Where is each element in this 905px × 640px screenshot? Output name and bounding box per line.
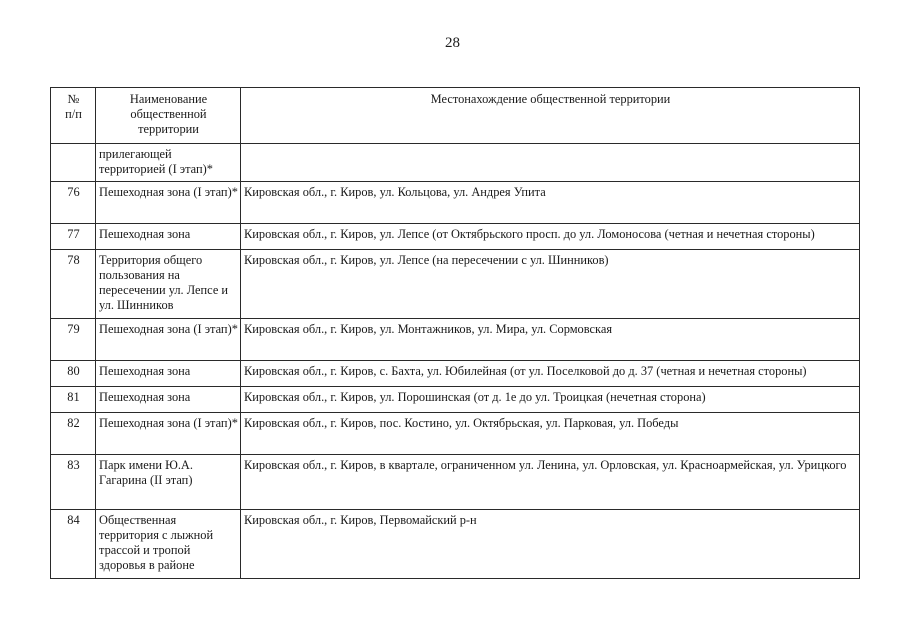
row-number: 81 bbox=[51, 387, 96, 413]
row-number: 78 bbox=[51, 250, 96, 319]
row-location: Кировская обл., г. Киров, ул. Лепсе (на пересечении с ул. Шинников) bbox=[241, 250, 860, 319]
table-row bbox=[51, 361, 860, 387]
row-number: 82 bbox=[51, 413, 96, 455]
row-name: Пешеходная зона (I этап)* bbox=[96, 319, 241, 361]
row-location bbox=[241, 144, 860, 182]
row-name: Пешеходная зона (I этап)* bbox=[96, 413, 241, 455]
row-name: Пешеходная зона bbox=[96, 361, 241, 387]
row-number: 79 bbox=[51, 319, 96, 361]
row-number: 84 bbox=[51, 510, 96, 579]
table-row bbox=[51, 510, 860, 579]
row-number: 80 bbox=[51, 361, 96, 387]
header-number-abbr: п/п bbox=[65, 107, 82, 121]
row-name: прилегающей территорией (I этап)* bbox=[96, 144, 241, 182]
header-number bbox=[51, 88, 96, 144]
row-location: Кировская обл., г. Киров, ул. Лепсе (от Октябрьского просп. до ул. Ломоносова (четная и нечетная стороны) bbox=[241, 224, 860, 250]
table-header-row bbox=[51, 88, 860, 144]
row-number bbox=[51, 144, 96, 182]
row-number: 77 bbox=[51, 224, 96, 250]
table-row bbox=[51, 319, 860, 361]
row-name: Парк имени Ю.А. Гагарина (II этап) bbox=[96, 455, 241, 510]
public-territories-table bbox=[50, 87, 860, 579]
row-location: Кировская обл., г. Киров, в квартале, ограниченном ул. Ленина, ул. Орловская, ул. Красноармейская, ул. Урицкого bbox=[241, 455, 860, 510]
row-location: Кировская обл., г. Киров, пос. Костино, ул. Октябрьская, ул. Парковая, ул. Победы bbox=[241, 413, 860, 455]
row-name: Территория общего пользования на пересечении ул. Лепсе и ул. Шинников bbox=[96, 250, 241, 319]
row-location: Кировская обл., г. Киров, ул. Порошинская (от д. 1е до ул. Троицкая (нечетная сторона) bbox=[241, 387, 860, 413]
page-number: 28 bbox=[445, 35, 460, 51]
row-location: Кировская обл., г. Киров, с. Бахта, ул. Юбилейная (от ул. Поселковой до д. 37 (четная и нечетная стороны) bbox=[241, 361, 860, 387]
header-name: Наименование общественной территории bbox=[96, 88, 241, 144]
header-location: Местонахождение общественной территории bbox=[241, 88, 860, 144]
table-row bbox=[51, 182, 860, 224]
row-location: Кировская обл., г. Киров, Первомайский р-н bbox=[241, 510, 860, 579]
table-row bbox=[51, 387, 860, 413]
table-row bbox=[51, 144, 860, 182]
row-name: Пешеходная зона (I этап)* bbox=[96, 182, 241, 224]
table-row bbox=[51, 250, 860, 319]
table-row bbox=[51, 413, 860, 455]
header-number-symbol: № bbox=[67, 92, 80, 106]
row-location: Кировская обл., г. Киров, ул. Монтажников, ул. Мира, ул. Сормовская bbox=[241, 319, 860, 361]
row-location: Кировская обл., г. Киров, ул. Кольцова, ул. Андрея Упита bbox=[241, 182, 860, 224]
row-name: Пешеходная зона bbox=[96, 387, 241, 413]
row-number: 76 bbox=[51, 182, 96, 224]
table-row bbox=[51, 455, 860, 510]
row-name: Общественная территория с лыжной трассой и тропой здоровья в районе bbox=[96, 510, 241, 579]
row-name: Пешеходная зона bbox=[96, 224, 241, 250]
table-row bbox=[51, 224, 860, 250]
row-number: 83 bbox=[51, 455, 96, 510]
